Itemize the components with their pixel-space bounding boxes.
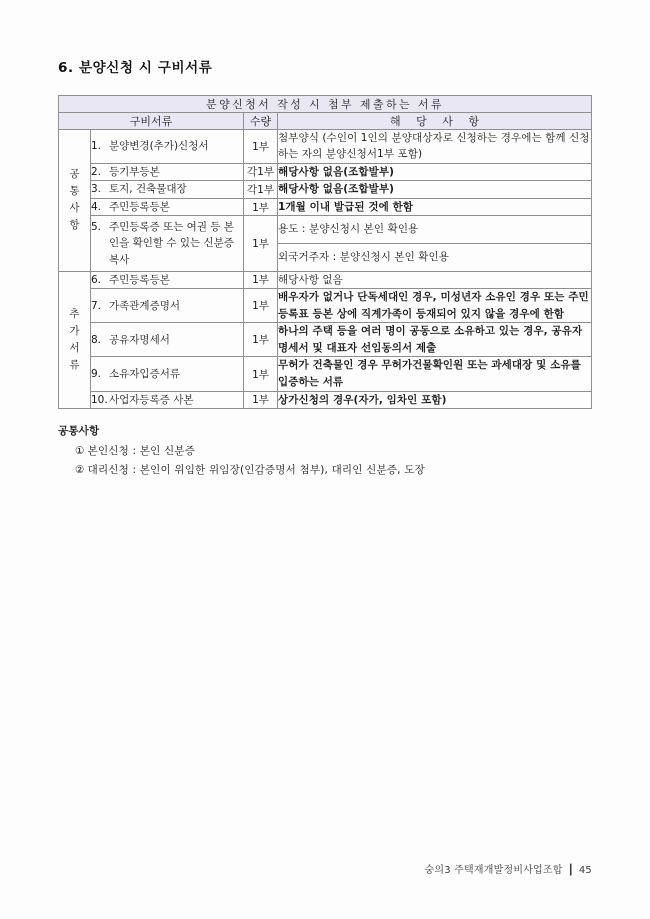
row-number: 8. [91,333,102,346]
page-title: 6. 분양신청 시 구비서류 [58,60,213,76]
quantity-cell: 1부 [244,129,278,163]
document-name: 주민등록등본 [109,201,170,214]
group-char: 추 [69,307,80,320]
column-header-documents: 구비서류 [59,112,244,129]
document-name: 주민등록등본 [109,273,170,286]
row-number: 5. [91,221,102,234]
document-name-cell [91,289,244,323]
table-row [59,289,592,323]
detail-cell-secondary: 외국거주자 : 분양신청시 본인 확인용 [278,244,592,272]
detail-cell: 상가신청의 경우(자가, 임차인 포함) [278,391,592,409]
document-name: 소유자입증서류 [109,367,181,380]
note-item [58,442,592,461]
quantity-cell: 1부 [244,289,278,323]
footer-organization: 숭의3 주택재개발정비사업조합 [424,865,563,876]
quantity-cell: 1부 [244,323,278,357]
document-name-cell [91,357,244,391]
table-row [59,391,592,409]
detail-cell: 첨부양식 (수인이 1인의 분양대상자로 신청하는 경우에는 함께 신청하는 자의 분양신청서1부 포함) [278,129,592,163]
column-header-details: 해 당 사 항 [278,112,592,129]
page-footer [425,861,592,876]
document-name: 주민등록증 또는 여권 등 본인을 확인할 수 있는 신분증 복사 [109,221,234,266]
detail-cell: 1개월 이내 발급된 것에 한함 [278,198,592,216]
table-row [59,181,592,199]
table-header-row [59,112,592,129]
table-caption-row [59,95,592,112]
group-char: 사 [69,202,80,215]
detail-cell: 배우자가 없거나 단독세대인 경우, 미성년자 소유인 경우 또는 주민등록표 등본 상에 직계가족이 등재되어 있지 않을 경우에 한함 [278,289,592,323]
document-name-cell [91,198,244,216]
document-name-cell [91,271,244,289]
row-number: 10. [91,393,108,406]
column-header-quantity: 수량 [244,112,278,129]
row-number: 3. [91,183,102,196]
row-number: 2. [91,165,102,178]
document-name: 공유자명세서 [109,333,170,346]
notes-title: 공통사항 [58,425,100,438]
document-name: 가족관계증명서 [109,299,181,312]
row-number: 1. [91,139,102,152]
document-name-cell [91,163,244,181]
note-marker: ② [75,463,85,476]
document-name-cell [91,391,244,409]
group-char: 통 [69,185,80,198]
document-name: 사업자등록증 사본 [109,393,194,406]
table-row [59,129,592,163]
quantity-cell: 1부 [244,216,278,271]
required-documents-table [58,95,592,410]
table-row [59,323,592,357]
table-row [59,357,592,391]
table-row [59,271,592,289]
note-text: 본인신청 : 본인 신분증 [87,444,196,457]
table-row [59,216,592,244]
row-number: 4. [91,201,102,214]
detail-cell: 하나의 주택 등을 여러 명이 공동으로 소유하고 있는 경우, 공유자명세서 및 대표자 선임동의서 제출 [278,323,592,357]
detail-cell: 용도 : 분양신청시 본인 확인용 [278,216,592,244]
quantity-cell: 1부 [244,198,278,216]
detail-cell: 해당사항 없음(조합발부) [278,163,592,181]
group-char: 공 [69,168,80,181]
notes-section [58,422,592,479]
document-name-cell [91,181,244,199]
footer-page-number: 45 [578,865,592,876]
row-number: 7. [91,299,102,312]
quantity-cell: 각1부 [244,163,278,181]
group-label-additional [59,271,91,409]
row-number: 6. [91,273,102,286]
group-label-common [59,129,91,271]
note-item [58,461,592,480]
group-char: 항 [69,219,80,232]
table-row [59,163,592,181]
group-char: 류 [69,358,80,371]
group-char: 서 [69,341,80,354]
note-marker: ① [75,444,85,457]
document-name-cell [91,129,244,163]
quantity-cell: 1부 [244,391,278,409]
table-row [59,198,592,216]
detail-cell: 해당사항 없음 [278,271,592,289]
document-name-cell [91,216,244,271]
page-content [58,60,592,479]
document-name: 토지, 건축물대장 [109,183,187,196]
quantity-cell: 1부 [244,271,278,289]
table-caption: 분양신청서 작성 시 첨부 제출하는 서류 [59,95,592,112]
group-char: 가 [69,324,80,337]
quantity-cell: 1부 [244,357,278,391]
document-name: 등기부등본 [109,165,160,178]
footer-separator: ┃ [567,865,574,876]
detail-cell: 무허가 건축물인 경우 무허가건물확인원 또는 과세대장 및 소유를 입증하는 서류 [278,357,592,391]
row-number: 9. [91,367,102,380]
note-text: 대리신청 : 본인이 위임한 위임장(인감증명서 첨부), 대리인 신분증, 도장 [87,463,425,476]
detail-cell: 해당사항 없음(조합발부) [278,181,592,199]
document-name-cell [91,323,244,357]
quantity-cell: 각1부 [244,181,278,199]
document-name: 분양변경(추가)신청서 [109,139,209,152]
